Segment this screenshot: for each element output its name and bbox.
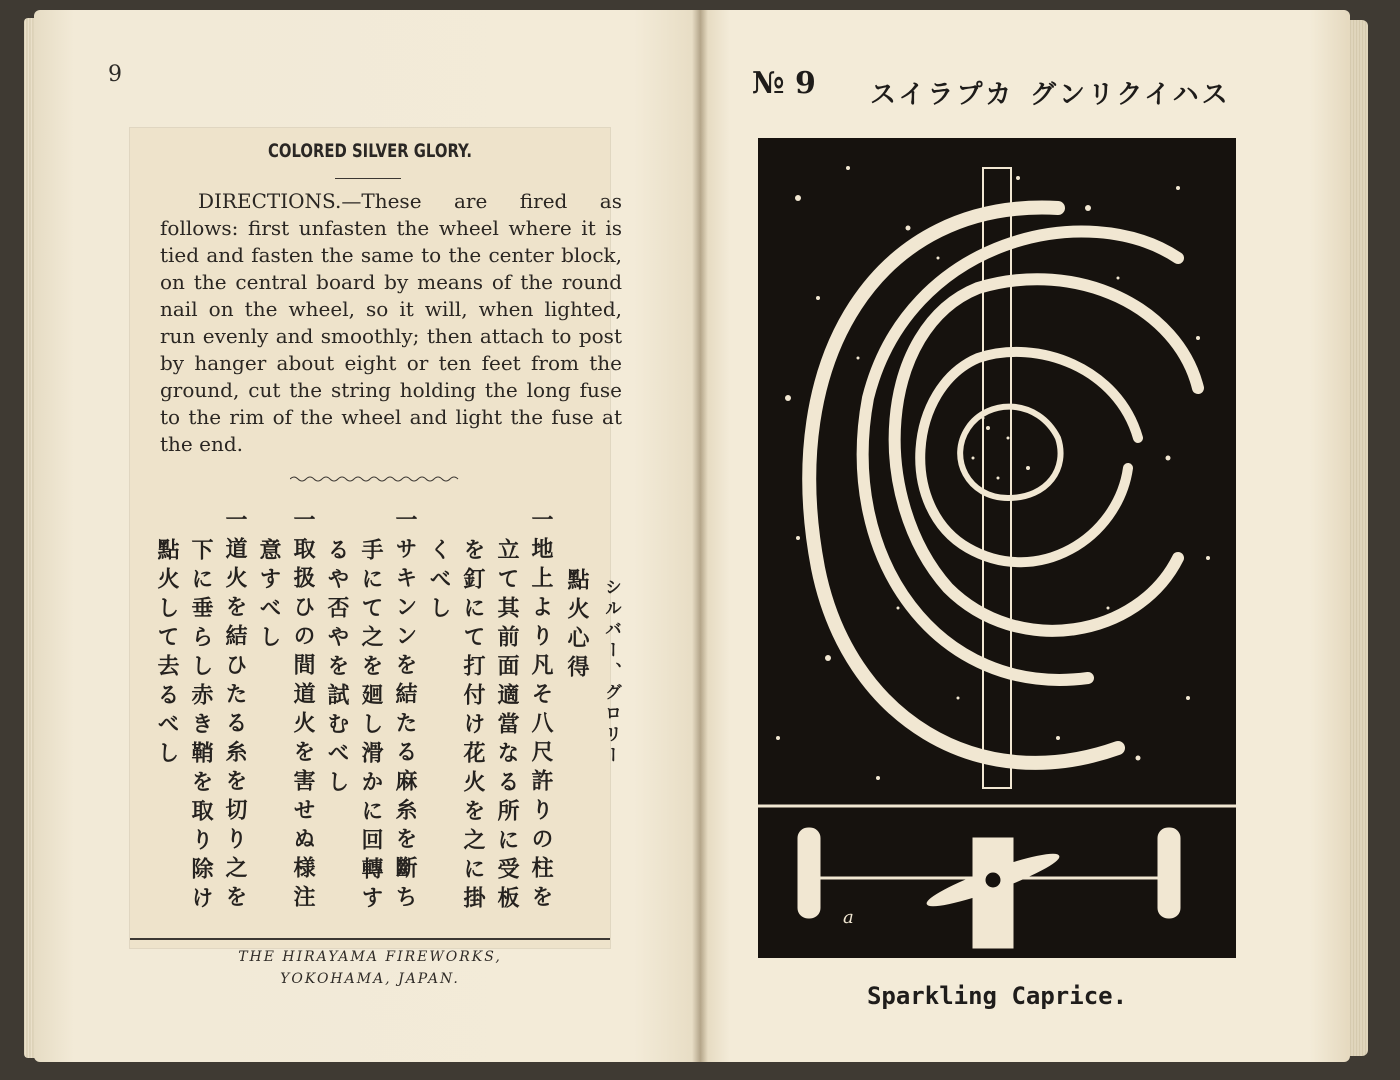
imprint (130, 946, 610, 990)
jp-column: 立て其前面適當なる所に受板 (494, 538, 520, 915)
woodcut-illustration (758, 138, 1236, 958)
katakana-title-1: スイラプカ (870, 80, 1015, 110)
bottom-rule (130, 938, 610, 940)
japanese-instructions (156, 508, 628, 940)
book-gutter (692, 10, 708, 1062)
illustration-caption: Sparkling Caprice. (866, 982, 1128, 1010)
jp-column: 一取扱ひの間道火を害せぬ様注 (290, 508, 316, 914)
imprint-line-1: THE HIRAYAMA FIREWORKS, (238, 949, 502, 965)
illustration-letter: a (843, 907, 854, 928)
page-number: 9 (108, 62, 122, 87)
numero-label: № 9 (752, 66, 816, 101)
jp-column: を釘にて打付け花火を之に掛 (460, 538, 486, 915)
jp-column: 點火して去るべし (154, 538, 180, 770)
directions-text: DIRECTIONS.—These are fired as follows: first unfasten the wheel where it is tied and fasten the same to the center block, on the central board by means of the round nail on the wheel, so it will, when lighted, run evenly and smoothly; then attach to post by hanger about eight or ten feet from the ground, cut the string holding the long fuse to the rim of the wheel and light the fuse at the end. (160, 189, 622, 456)
label-title: COLORED SILVER GLORY. (268, 140, 472, 162)
wavy-divider (290, 474, 460, 484)
katakana-title-2: グンリクイハス (1030, 80, 1231, 110)
jp-column: 下に垂らし赤き鞘を取り除け (188, 538, 214, 915)
jp-column: 一道火を結ひたる糸を切り之を (222, 508, 248, 914)
jp-column: るや否やを試むべし (324, 538, 350, 799)
jp-column: 一地上より凡そ八尺許りの柱を (528, 508, 554, 914)
jp-column-title: シルバー、グロリー (601, 578, 621, 767)
imprint-line-2: YOKOHAMA, JAPAN. (280, 971, 460, 987)
jp-column: くべし (426, 538, 452, 625)
jp-column: 意すべし (256, 538, 282, 654)
title-rule (335, 178, 401, 179)
pasted-label (130, 128, 622, 948)
jp-column: 手にて之を廻し滑かに回轉す (358, 538, 384, 915)
jp-column: 一サキンンを結たる麻糸を斷ち (392, 508, 418, 914)
jp-column-heading: 點火心得 (564, 568, 590, 684)
